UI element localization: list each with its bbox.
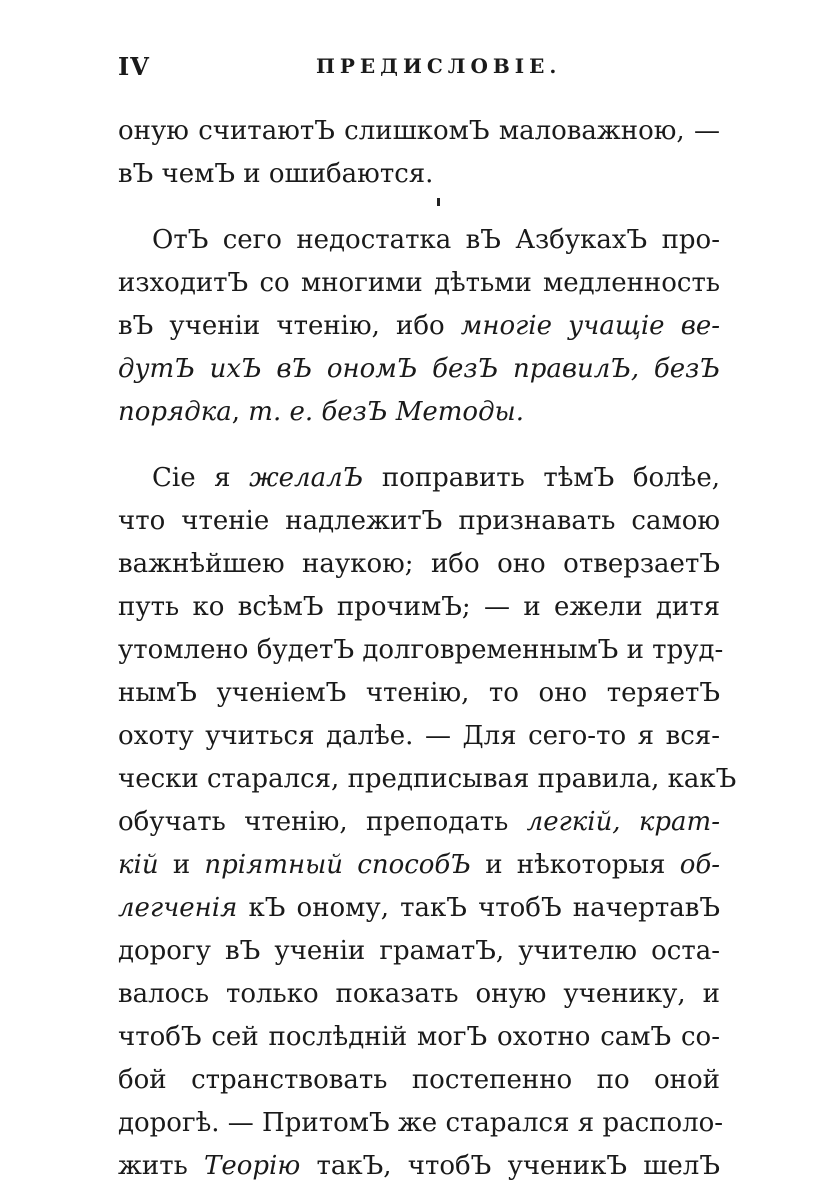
text-line xyxy=(118,543,720,586)
italic-text: порядка xyxy=(118,397,232,427)
italic-text: многіе учащіе ве- xyxy=(460,311,720,341)
page-number: IV xyxy=(118,52,150,81)
text-segment: бой странствовать постепенно по оной xyxy=(118,1065,720,1095)
text-line xyxy=(118,219,720,262)
text-line xyxy=(118,586,720,629)
italic-text: легкій, крат- xyxy=(526,807,720,837)
text-segment: утомлено будетЪ долговременнымЪ и труд- xyxy=(118,635,724,665)
text-segment: дорогѣ. — ПритомЪ же старался я располо- xyxy=(118,1108,724,1138)
text-line xyxy=(118,715,720,758)
text-segment: кЪ оному, такЪ чтобЪ начертавЪ xyxy=(237,893,720,923)
text-segment: такЪ, чтобЪ ученикЪ шелЪ xyxy=(300,1151,720,1181)
text-line xyxy=(118,348,720,391)
italic-text: пріятный способЪ xyxy=(204,850,471,880)
text-segment: оную считаютЪ слишкомЪ маловажною, — xyxy=(118,116,720,146)
text-segment: Сіе я xyxy=(152,463,250,493)
italic-text: т. е. безЪ Методы. xyxy=(248,397,524,427)
text-segment: и xyxy=(158,850,205,880)
italic-text: кій xyxy=(118,850,159,880)
text-segment: охоту учиться далѣе. — Для сего-то я вся- xyxy=(118,721,720,751)
text-line xyxy=(118,153,720,196)
text-line xyxy=(118,1102,724,1145)
text-segment: и нѣкоторыя xyxy=(470,850,680,880)
text-line xyxy=(118,262,720,305)
text-segment: путь ко всѣмЪ прочимЪ; — и ежели дитя xyxy=(118,592,720,622)
text-segment: жить xyxy=(118,1151,205,1181)
text-line xyxy=(118,457,720,500)
text-segment: валось только показать оную ученику, и xyxy=(118,979,720,1009)
italic-text: об- xyxy=(679,850,721,880)
text-segment: , xyxy=(231,397,249,427)
text-line xyxy=(118,758,737,801)
text-segment: ОтЪ сего недостатка вЪ АзбукахЪ про- xyxy=(152,225,720,255)
text-line xyxy=(118,672,720,715)
text-segment: чески старался, предписывая правила, какЪ xyxy=(118,764,737,794)
text-line xyxy=(118,629,724,672)
paragraph-gap xyxy=(118,196,720,219)
text-line xyxy=(118,887,720,930)
italic-text: легченія xyxy=(118,893,238,923)
text-line xyxy=(118,391,720,434)
text-line xyxy=(118,500,720,543)
text-segment: обучать чтенію, преподать xyxy=(118,807,527,837)
text-segment: нымЪ ученіемЪ чтенію, то оно теряетЪ xyxy=(118,678,720,708)
text-segment: поправить тѣмЪ болѣе, xyxy=(363,463,720,493)
text-line xyxy=(118,930,720,973)
text-line xyxy=(118,801,720,844)
text-segment: чтобЪ сей послѣдній могЪ охотно самЪ со- xyxy=(118,1022,720,1052)
body-text xyxy=(118,110,737,1188)
text-line xyxy=(118,844,720,887)
paragraph xyxy=(118,457,737,1188)
text-segment: важнѣйшею наукою; ибо оно отверзаетЪ xyxy=(118,549,720,579)
paragraph-gap xyxy=(118,434,720,457)
text-segment: изходитЪ со многими дѣтьми медленность xyxy=(118,268,720,298)
running-title: ПРЕДИСЛОВІЕ. xyxy=(316,54,562,78)
text-segment: вЪ ученіи чтенію, ибо xyxy=(118,311,461,341)
italic-text: Теорію xyxy=(204,1151,301,1181)
text-segment: вЪ чемЪ и ошибаются. xyxy=(118,159,434,189)
text-line xyxy=(118,1145,720,1188)
paragraph xyxy=(118,110,720,196)
text-line xyxy=(118,973,720,1016)
text-line xyxy=(118,1059,720,1102)
running-head xyxy=(118,52,722,84)
text-line xyxy=(118,110,720,153)
italic-text: желалЪ xyxy=(249,463,364,493)
paragraph xyxy=(118,219,720,434)
text-segment: что чтеніе надлежитЪ признавать самою xyxy=(118,506,720,536)
text-segment: дорогу вЪ ученіи граматЪ, учителю оста- xyxy=(118,936,720,966)
italic-text: дутЪ ихЪ вЪ ономЪ безЪ правилЪ, безЪ xyxy=(118,354,720,384)
text-line xyxy=(118,305,720,348)
text-line xyxy=(118,1016,720,1059)
